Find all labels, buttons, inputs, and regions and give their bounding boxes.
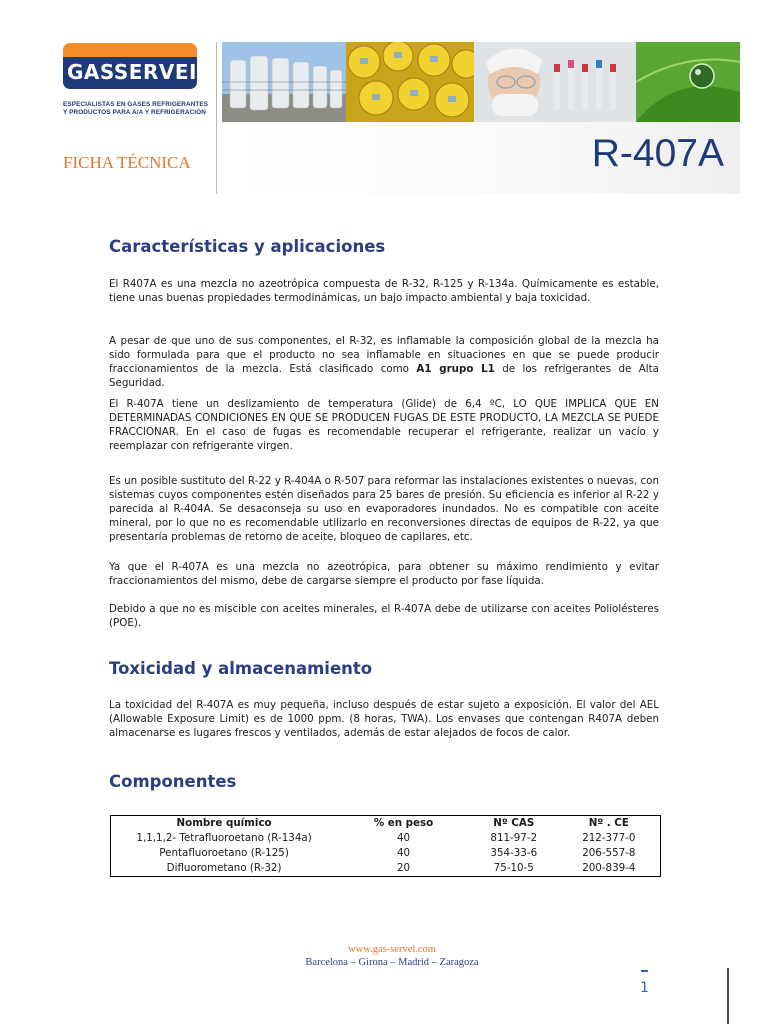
- paragraph-charging: Ya que el R-407A es una mezcla no azeotrópica, para obtener su máximo rendimiento y evitar fraccionamientos del mismo, debe de cargarse siempre el producto por fase líquida.: [109, 561, 659, 587]
- components-table: [110, 815, 661, 877]
- document-type-label: FICHA TÉCNICA: [63, 153, 191, 172]
- cell-ce: 212-377-0: [582, 832, 636, 844]
- section-title-componentes: Componentes: [109, 772, 237, 791]
- col-header-ce: Nº . CE: [588, 817, 629, 829]
- table-row: [111, 846, 661, 861]
- cell-weight: 40: [396, 832, 411, 844]
- paragraph-toxicity: La toxicidad del R-407A es muy pequeña, incluso después de estar sujeto a exposición. El valor del AEL (Allowable Exposure Limit) es de 1000 ppm. (8 horas, TWA). Los envases que contengan R407A deben almacenarse es lugares frescos y ventilados, además de estar alejados de focos de calor.: [109, 699, 659, 739]
- storage-tanks-photo: [222, 42, 346, 122]
- header-divider: [216, 42, 217, 194]
- paragraph-glide: El R-407A tiene un deslizamiento de temperatura (Glide) de 6,4 ºC, LO QUE IMPLICA QUE EN DETERMINADAS CONDICIONES EN QUE SE PRODUCEN FUGAS DE ESTE PRODUCTO, LA MEZCLA SE PUEDE FRACCIONAR. En el caso de fugas es recomendable recuperar el refrigerante, realizar un vacío y reemplazar con refrigerante virgen.: [109, 398, 659, 452]
- gas-cylinders-photo: [346, 42, 474, 122]
- cell-name: 1,1,1,2- Tetrafluoroetano (R-134a): [136, 832, 312, 844]
- tagline-line-2: Y PRODUCTOS PARA A/A Y REFRIGERACIÓN: [63, 109, 206, 116]
- table-header-row: [111, 816, 661, 832]
- laboratory-photo: [474, 42, 636, 122]
- col-header-name: Nombre químico: [176, 817, 272, 829]
- paragraph-substitute: Es un posible sustituto del R-22 y R-404A o R-507 para reformar las instalaciones existentes o nuevas, con sistemas cuyos componentes estén diseñados para 25 bares de presión. Su eficiencia es inferior al R-22 y parecida al R-404A. Se desaconseja su uso en evaporadores inundados. No es compatible con aceite mineral, por lo que no es recomendable utilizarlo en reconversiones directas de equipos de R-22, ya que presentaría problemas de retorno de aceite, bloqueo de capilares, etc.: [109, 475, 659, 543]
- product-title: R-407A: [591, 132, 724, 175]
- table-row: [111, 831, 661, 846]
- section-title-caracteristicas: Características y aplicaciones: [109, 237, 386, 256]
- tagline-line-1: ESPECIALISTAS EN GASES REFRIGERANTES: [63, 101, 209, 108]
- cell-cas: 811-97-2: [490, 832, 538, 844]
- paragraph-inflamability: A pesar de que uno de sus componentes, el R-32, es inflamable la composición global de la mezcla ha sido formulada para que el producto no sea inflamable en situaciones en que se puede producir fraccionamientos de la mezcla. Está clasificado como A1 grupo L1 de los refrigerantes de Alta Seguridad.: [109, 335, 659, 389]
- table-row: [111, 861, 661, 877]
- paragraph-intro: El R407A es una mezcla no azeotrópica compuesta de R-32, R-125 y R-134a. Químicamente es estable, tiene unas buenas propiedades termodinámicas, un bajo impacto ambiental y baja toxicidad.: [109, 278, 659, 304]
- company-logo: [63, 43, 197, 89]
- page-number-mark: [641, 970, 648, 972]
- logo-text-gas: GAS: [67, 60, 114, 84]
- safety-class: A1 grupo L1: [416, 363, 495, 375]
- cell-name: Pentafluoroetano (R-125): [159, 847, 289, 859]
- cell-cas: 354-33-6: [490, 847, 538, 859]
- footer-cities: Barcelona – Girona – Madrid – Zaragoza: [305, 957, 479, 968]
- cell-weight: 40: [396, 847, 411, 859]
- footer-website: www.gas-servei.com: [348, 944, 436, 955]
- col-header-weight: % en peso: [373, 817, 434, 829]
- leaf-waterdrop-photo: [636, 42, 740, 122]
- cell-ce: 200-839-4: [582, 862, 636, 874]
- company-tagline: [63, 101, 213, 117]
- cell-name: Difluorometano (R-32): [166, 862, 282, 874]
- page-number: 1: [640, 980, 649, 996]
- page-edge-line: [727, 968, 729, 1024]
- cell-cas: 75-10-5: [493, 862, 534, 874]
- header-photo-strip: [222, 42, 740, 122]
- section-title-toxicidad: Toxicidad y almacenamiento: [109, 659, 373, 678]
- cell-weight: 20: [396, 862, 411, 874]
- cell-ce: 206-557-8: [582, 847, 636, 859]
- col-header-cas: Nº CAS: [493, 817, 535, 829]
- logo-text-servei: SERVEI: [113, 60, 197, 84]
- paragraph-oils: Debido a que no es miscible con aceites minerales, el R-407A debe de utilizarse con aceites Poliolésteres (POE).: [109, 603, 659, 629]
